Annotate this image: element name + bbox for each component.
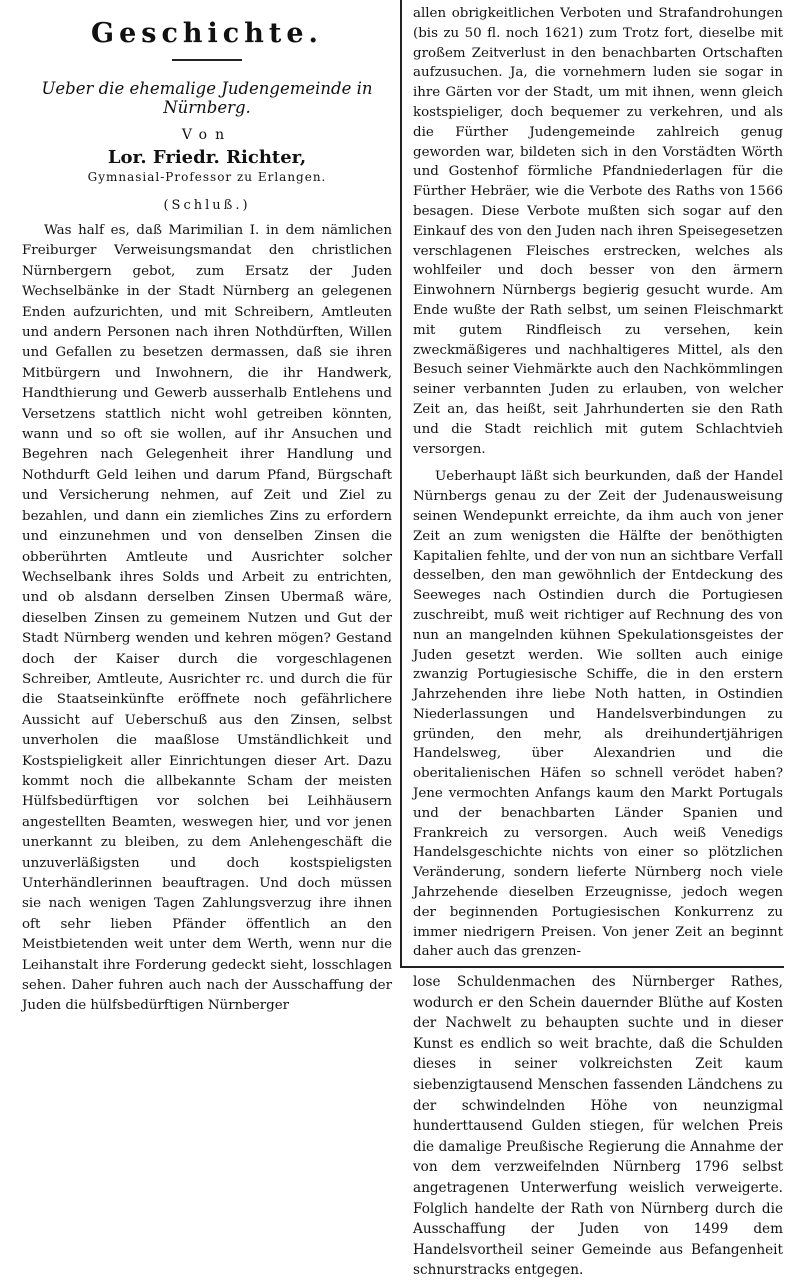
author-name: Lor. Friedr. Richter, — [107, 147, 307, 168]
right-column-continuation — [413, 972, 783, 1281]
article-paragraph: allen obrigkeitlichen Verboten und Strafandrohungen (bis zu 50 fl. noch 1621) zum Trotz fort, dieselbe mit großem Zeitverlust in den benachbarten Ortschaften aufzusuchen. Ja, die vornehmern luden sie sogar in ihre Gärten vor der Stadt, um mit ihnen, wenn gleich kostspieliger, doch bequemer zu verkehren, und als die Fürther Judengemeinde zahlreich genug geworden war, bildeten sich in den Vorstädten Wörth und Gostenhof förmliche Pfandniederlagen für die Fürther Hebräer, wie die Verbote des Raths von 1566 besagen. Diese Verbote mußten sich sogar auf den Einkauf des von den Juden nach ihren Speisegesetzen verschlagenen Fleisches erstrecken, welches als wohlfeiler und doch besser von den ärmern Einwohnern Nürnbergs begierig gesucht wurde. Am Ende wußte der Rath selbst, um seinen Fleischmarkt mit gutem Rindfleisch zu versehen, kein zweckmäßigeres und nachhaltigeres Mittel, als den Besuch seiner Viehmärkte auch den Nachkömmlingen seiner verbannten Juden zu erlauben, von welcher Zeit an, das heißt, seit Jahrhunderten sie den Rath und die Stadt reichlich mit gutem Schlachtvieh versorgen. — [413, 6, 783, 457]
author-affiliation: Gymnasial-Professor zu Erlangen. — [87, 170, 327, 184]
article-paragraph: lose Schuldenmachen des Nürnberger Rathes, wodurch er den Schein dauernder Blüthe auf Kosten der Nachwelt zu behaupten suchte und in dieser Kunst es endlich so weit brachte, daß die Schulden dieses in seiner volkreichsten Zeit kaum siebenzigtausend Menschen fassenden Ländchens zu der schwindelnden Höhe von neunzigmal hunderttausend Gulden stiegen, für welchen Preis die damalige Preußische Regierung die Annahme der von dem verzweifelnden Nürnberg 1796 selbst angetragenen Unterwerfung weislich verweigerte. Folglich handelte der Rath von Nürnberg durch die Ausschaffung der Juden von 1499 dem Handelsvortheil seiner Gemeinde aus Befangenheit schnurstracks entgegen. — [413, 974, 783, 1279]
column-divider-horizontal — [400, 966, 784, 968]
article-paragraph: Was half es, daß Marimilian I. in dem nämlichen Freiburger Verweisungsmandat den christlichen Nürnbergern gebot, zum Ersatz der Juden Wechselbänke in der Stadt Nürnberg an gelegenen Enden aufzurichten, und mit Schreibern, Amtleuten und andern Personen nach ihren Nothdürften, Willen und Gefallen zu besetzen dermassen, daß sie ihren Mitbürgern und Inwohnern, die ihr Handwerk, Handthierung und Gewerb ausserhalb Entlehens und Versetzens stattlich nicht wohl getreiben könnten, wann und so oft sie wollen, auf ihr Ansuchen und Begehren nach Gelegenheit ihrer Handlung und Nothdurft Geld leihen und darum Pfand, Bürgschaft und Versicherung nehmen, auf Zeit und Ziel zu bezahlen, und dann ein ziemliches Zins zu erfordern und einzunehmen und von denselben Zinsen die obberührten Amtleute und Ausrichter solcher Wechselbank ihres Solds und Arbeit zu entrichten, und ob alsdann derselben Zinsen Ubermaß wäre, dieselben Zinsen zu gemeinem Nutzen und Gut der Stadt Nürnberg wenden und kehren mögen? Gestand doch der Kaiser durch die vorgeschlagenen Schreiber, Amtleute, Ausrichter rc. und durch die für die Staatseinkünfte eröffnete noch gefährlichere Aussicht auf Ueberschuß aus den Zinsen, selbst unverholen die maaßlose Umständlichkeit und Kostspieligkeit aller Einrichtungen dieser Art. Dazu kommt noch die allbekannte Scham der meisten Hülfsbedürftigen vor solchen bei Leihhäusern angestellten Beamten, weswegen hier, und vor jenen unerkannt zu bleiben, zu dem Anlehengeschäft die unzuverläßigsten und doch kostspieligsten Unterhändlerinnen beauftragen. Und doch müssen sie nach wenigen Tagen Zahlungsverzug ihre ihnen oft sehr lieben Pfänder öffentlich an den Meistbietenden weit unter dem Werth, wenn nur die Leihanstalt ihre Forderung gedeckt sieht, losschlagen sehen. Daher fuhren auch nach der Ausschaffung der Juden die hülfsbedürftigen Nürnberger — [22, 223, 392, 1014]
right-column — [413, 4, 783, 962]
article-paragraph: Ueberhaupt läßt sich beurkunden, daß der Handel Nürnbergs genau zu der Zeit der Judenausweisung seinen Wendepunkt erreichte, da ihm auch von jener Zeit an zum wenigsten die Hälfte der benöthigten Kapitalien fehlte, und der von nun an sichtbare Verfall desselben, den man gewöhnlich der Entdeckung des Seeweges nach Ostindien durch die Portugiesen zuschreibt, muß weit richtiger auf Rechnung des von nun an mangelnden kühnen Spekulationsgeistes der Juden gesetzt werden. Wie sollten auch einige zwanzig Portugiesische Schiffe, die in den erstern Jahrzehenden ihre liebe Noth hatten, in Ostindien Niederlassungen und Handelsverbindungen zu gründen, den mehr, als dreihundertjährigen Handelsweg, über Alexandrien und die oberitalienischen Häfen so schnell verödet haben? Jene vermochten Anfangs kaum den Markt Portugals und der benachbarten Länder Spanien und Frankreich zu versorgen. Auch weiß Venedigs Handelsgeschichte nichts von einer so plötzlichen Veränderung, sondern lieferte Nürnberg noch viele Jahrzehende dieselben Erzeugnisse, jedoch wegen der beginnenden Portugiesischen Konkurrenz zu immer niedrigern Preisen. Von jener Zeit an beginnt daher auch das grenzen- — [413, 469, 783, 960]
article-title: Ueber die ehemalige Judengemeinde in Nürnberg. — [41, 79, 373, 117]
byline-von: Von — [181, 127, 233, 143]
heading-rule — [172, 59, 242, 61]
continuation-note: (Schluß.) — [163, 198, 251, 213]
section-heading: Geschichte. — [91, 18, 323, 49]
paragraph-gap — [413, 459, 783, 467]
left-column — [22, 10, 392, 1017]
column-divider-vertical — [400, 0, 402, 968]
